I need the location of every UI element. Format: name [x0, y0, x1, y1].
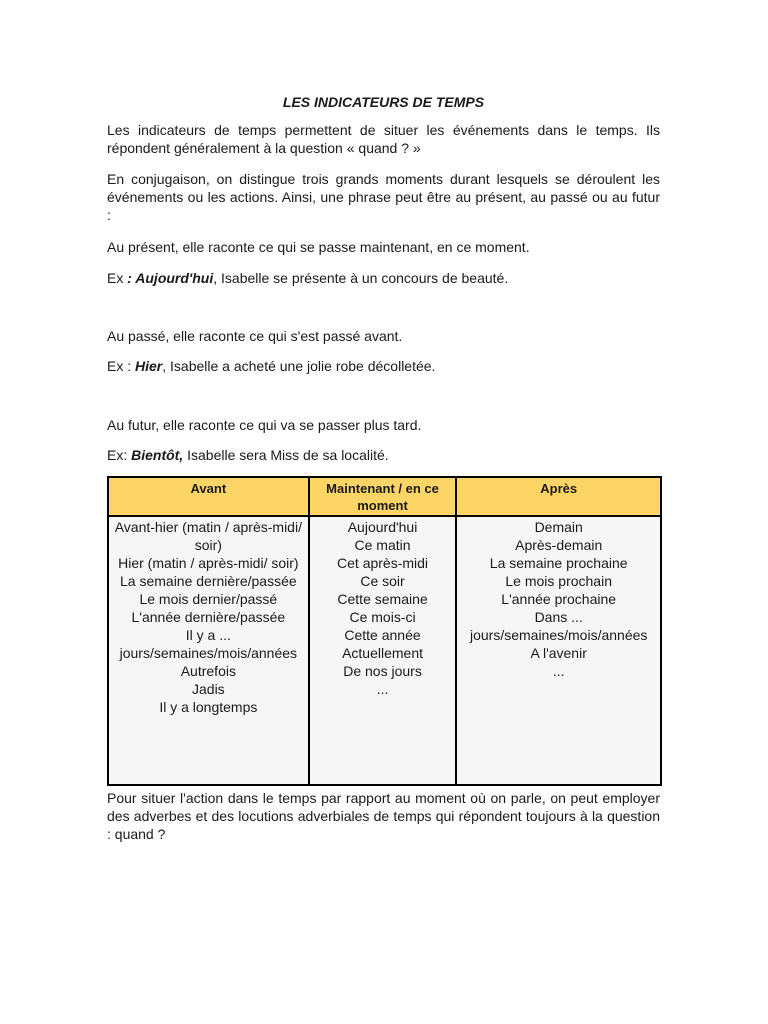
example-prefix: Ex: [107, 447, 132, 463]
list-item: Demain [534, 519, 583, 535]
list-item: Dans ... [534, 609, 583, 625]
time-indicators-table [107, 476, 662, 786]
list-item: Il y a ... [185, 627, 231, 643]
example-keyword: Bientôt, [131, 447, 184, 463]
list-item: ... [552, 663, 565, 679]
list-item: Cet après-midi [337, 555, 429, 571]
list-item: La semaine prochaine [489, 555, 628, 571]
list-item: L'année dernière/passée [131, 609, 286, 625]
list-item: Cette année [344, 627, 421, 643]
column-avant [108, 516, 309, 785]
list-item: Actuellement [342, 645, 423, 661]
list-item: jours/semaines/mois/années [469, 627, 648, 643]
list-item: Jadis [192, 681, 225, 697]
example-prefix: Ex [107, 270, 128, 286]
list-item: Avant-hier (matin / après-midi/ soir) [114, 519, 302, 553]
futur-paragraph: Au futur, elle raconte ce qui va se passer plus tard. [107, 417, 422, 433]
page-title: LES INDICATEURS DE TEMPS [282, 94, 485, 110]
list-item: Autrefois [180, 663, 236, 679]
example-text: , Isabelle se présente à un concours de beauté. [213, 270, 509, 286]
list-item: L'année prochaine [501, 591, 617, 607]
list-item: Après-demain [515, 537, 603, 553]
example-keyword: : Aujourd'hui [127, 270, 214, 286]
list-item: Ce soir [360, 573, 405, 589]
list-item: Le mois prochain [505, 573, 612, 589]
list-item: La semaine dernière/passée [120, 573, 297, 589]
example-prefix: Ex : [107, 358, 136, 374]
passe-paragraph: Au passé, elle raconte ce qui s'est passé avant. [107, 328, 403, 344]
list-item: De nos jours [343, 663, 422, 679]
header-avant: Avant [108, 477, 309, 516]
list-item: Cette semaine [337, 591, 428, 607]
conjugaison-paragraph: En conjugaison, on distingue trois grands moments durant lesquels se déroulent les événements ou les actions. Ainsi, une phrase peut être au présent, au passé ou au futur : [107, 171, 660, 223]
passe-example [107, 357, 660, 375]
list-item: A l'avenir [530, 645, 587, 661]
example-keyword: Hier [135, 358, 163, 374]
header-apres: Après [456, 477, 661, 516]
list-item: Ce matin [354, 537, 411, 553]
list-item: Le mois dernier/passé [139, 591, 278, 607]
list-item: Hier (matin / après-midi/ soir) [118, 555, 299, 571]
list-item: jours/semaines/mois/années [119, 645, 298, 661]
column-maintenant [309, 516, 457, 785]
list-item: ... [376, 681, 389, 697]
column-apres [456, 516, 661, 785]
list-item: Aujourd'hui [347, 519, 418, 535]
example-text: , Isabelle a acheté une jolie robe décolletée. [162, 358, 436, 374]
table-header-row [108, 477, 661, 516]
present-example [107, 269, 660, 287]
list-item: Il y a longtemps [159, 699, 258, 715]
futur-example [107, 446, 660, 464]
conclusion-paragraph: Pour situer l'action dans le temps par rapport au moment où on parle, on peut employer des adverbes et des locutions adverbiales de temps qui répondent toujours à la question : quand ? [107, 790, 660, 842]
intro-paragraph: Les indicateurs de temps permettent de situer les événements dans le temps. Ils répondent généralement à la question « quand ? » [107, 122, 660, 156]
present-paragraph: Au présent, elle raconte ce qui se passe maintenant, en ce moment. [107, 239, 530, 255]
example-text: Isabelle sera Miss de sa localité. [183, 447, 389, 463]
header-maintenant: Maintenant / en ce moment [309, 477, 457, 516]
table-row [108, 516, 661, 785]
list-item: Ce mois-ci [349, 609, 416, 625]
